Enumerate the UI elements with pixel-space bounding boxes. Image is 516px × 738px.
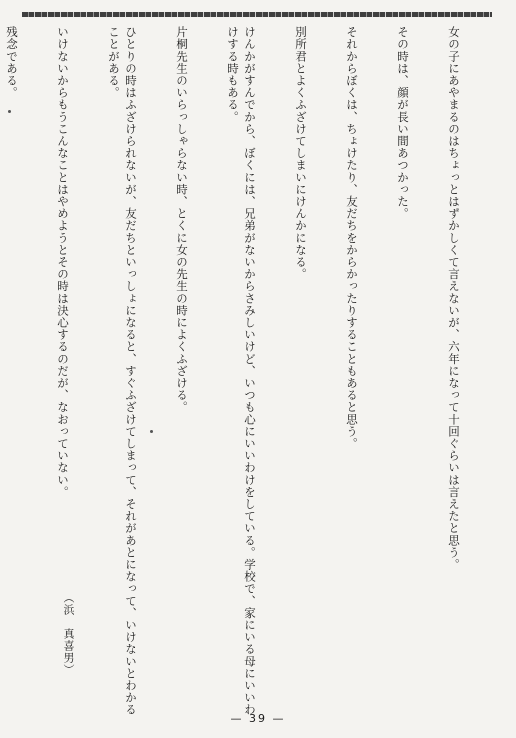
- paragraph: ひとりの時はふざけられないが、友だちといっしょになると、すぐふざけてしまって、それがあとになって、いけないとわかることがある。: [107, 26, 138, 716]
- paragraph: その時は、顔が長い間あつかった。: [396, 26, 410, 220]
- scan-speck: [8, 110, 11, 113]
- text-columns: [5, 26, 496, 716]
- paragraph: 別所君とよくふざけてしまいにけんかになる。: [294, 26, 308, 281]
- author-credit: （浜 真喜男）: [62, 592, 75, 676]
- paragraph: 片桐先生のいらっしゃらない時、とくに女の先生の時によくふざける。: [175, 26, 189, 414]
- paragraph: いけないからもうこんなことはやめようとその時は決心するのだが、なおっていない。: [56, 26, 70, 498]
- paragraph: 残念である。: [5, 26, 19, 99]
- paragraph: 女の子にあやまるのはちょっとはずかしくて言えないが、六年になって十回ぐらいは言えたと思う。: [447, 26, 461, 571]
- decorative-top-border: [22, 12, 492, 17]
- scan-speck: [150, 430, 153, 433]
- paragraph: けんかがすんでから、ぼくには、兄弟がないからさみしいけど、いつも心にいいわけをしている。学校で、家にいる母にいいわけする時もある。: [226, 26, 257, 716]
- page-number: — 39 —: [230, 712, 286, 725]
- paragraph: それからぼくは、ちょけたり、友だちをからかったりすることもあると思う。: [345, 26, 359, 450]
